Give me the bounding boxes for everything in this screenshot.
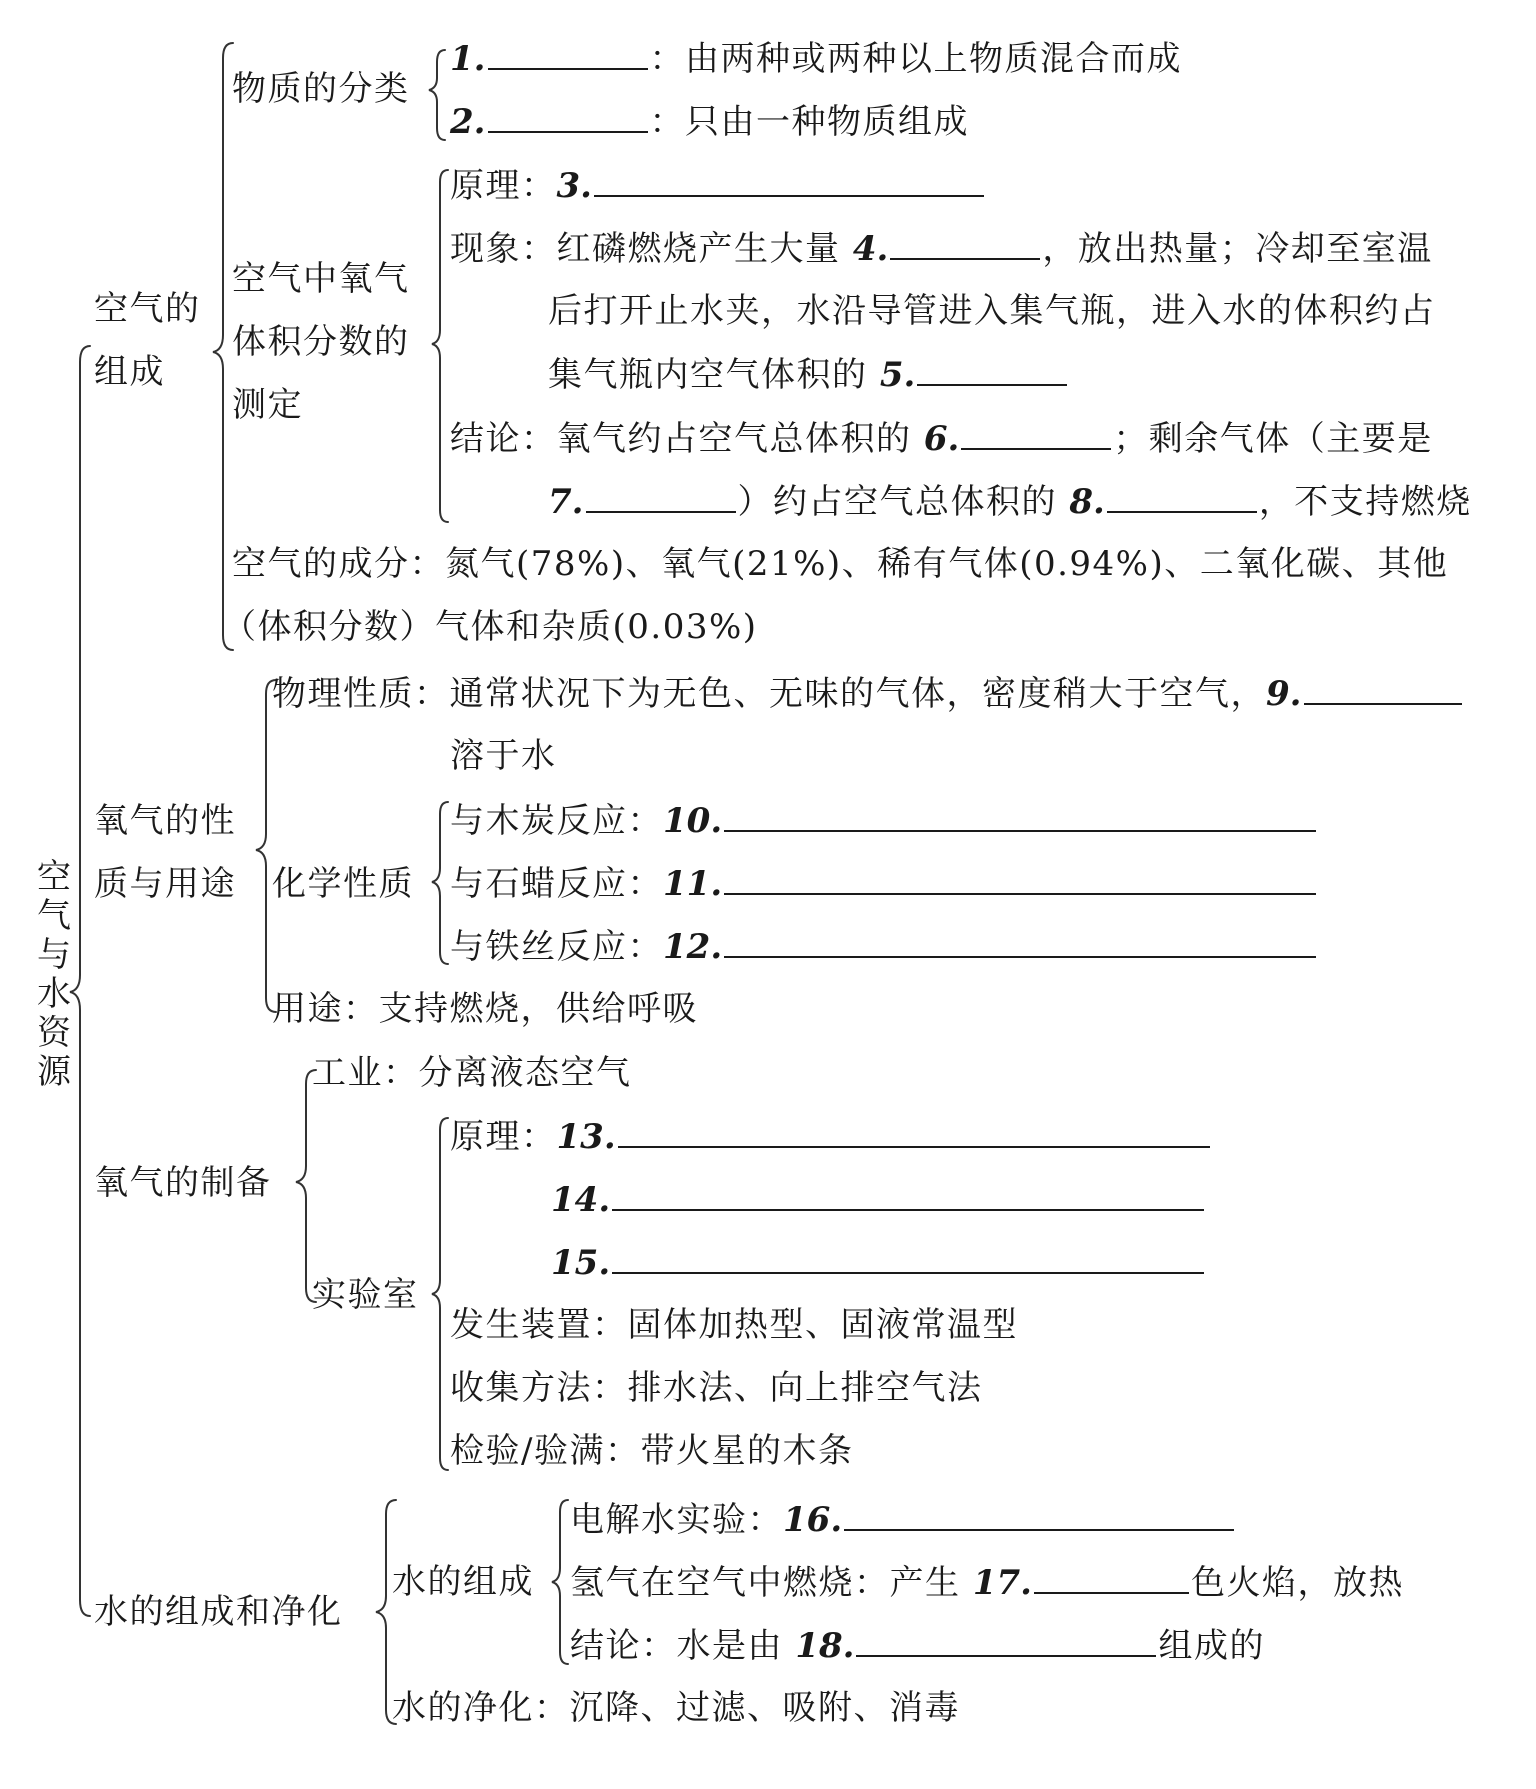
water-conclusion-line — [570, 1625, 1265, 1665]
conclusion-label: 结论： — [450, 419, 557, 459]
blank-number: 4. — [852, 229, 889, 269]
root-title: 空气与水资源 — [37, 857, 71, 1092]
answer-blank-7[interactable] — [586, 481, 736, 513]
chem-item-paraffin — [450, 863, 1318, 903]
answer-blank-10[interactable] — [724, 800, 1316, 832]
test-method: 检验/验满：带火星的木条 — [450, 1431, 854, 1471]
classify-item-1-text: ：由两种或两种以上物质混合而成 — [649, 39, 1182, 79]
hydrogen-text-b: 色火焰，放热 — [1190, 1563, 1404, 1603]
blank-number: 8. — [1069, 482, 1105, 522]
blank-number: 9. — [1266, 674, 1302, 714]
blank-number: 10. — [663, 801, 723, 841]
industry-method: 工业：分离液态空气 — [312, 1053, 632, 1093]
answer-blank-14[interactable] — [612, 1179, 1204, 1211]
phenomenon-text-c: 集气瓶内空气体积的 — [548, 355, 868, 395]
chemical-label: 化学性质 — [272, 864, 414, 904]
lab-principle-13 — [450, 1116, 1212, 1156]
answer-blank-16[interactable] — [844, 1499, 1234, 1531]
blank-number: 14. — [551, 1180, 611, 1220]
air-comp-title-l1: 空气的 — [94, 289, 201, 329]
blank-number: 15. — [551, 1243, 611, 1283]
hydrogen-line — [570, 1562, 1404, 1602]
lab-label: 实验室 — [312, 1275, 419, 1315]
conclusion-line-1 — [450, 418, 1433, 458]
measure-label-l2: 体积分数的 — [232, 322, 410, 362]
components-label-l1: 空气的成分： — [232, 544, 445, 584]
answer-blank-1[interactable] — [488, 38, 648, 70]
answer-blank-3[interactable] — [594, 165, 984, 197]
phenomenon-line-2: 后打开止水夹，水沿导管进入集气瓶，进入水的体积约占 — [548, 291, 1436, 331]
answer-blank-8[interactable] — [1107, 481, 1257, 513]
measure-label-l3: 测定 — [232, 385, 303, 425]
classify-brace — [429, 50, 445, 140]
answer-blank-15[interactable] — [612, 1242, 1204, 1274]
blank-number: 13. — [556, 1117, 616, 1157]
blank-number: 6. — [923, 419, 960, 459]
blank-number: 5. — [879, 355, 916, 395]
measure-label-l1: 空气中氧气 — [232, 259, 410, 299]
phenomenon-label: 现象： — [450, 229, 557, 269]
chem-item-iron-label: 与铁丝反应： — [450, 927, 663, 967]
conclusion-text-a: 氧气约占空气总体积的 — [556, 419, 912, 459]
answer-blank-2[interactable] — [488, 101, 648, 133]
answer-blank-5[interactable] — [917, 354, 1067, 386]
physical-text: 通常状况下为无色、无味的气体，密度稍大于空气， — [449, 674, 1266, 714]
classify-label: 物质的分类 — [232, 69, 410, 109]
oxygen-props-title-l2: 质与用途 — [94, 864, 236, 904]
answer-blank-12[interactable] — [724, 926, 1316, 958]
components-line-1 — [232, 544, 1448, 584]
answer-blank-6[interactable] — [961, 418, 1111, 450]
classify-item-1 — [450, 38, 1182, 78]
measure-brace — [432, 170, 448, 522]
lab-principle-label: 原理： — [450, 1117, 557, 1157]
water-conclusion-text-b: 组成的 — [1158, 1626, 1265, 1666]
conclusion-text-c: ）约占空气总体积的 — [737, 482, 1057, 522]
principle-line — [450, 165, 986, 205]
conclusion-line-2 — [548, 481, 1472, 521]
water-conclusion-text-a: 结论：水是由 — [570, 1626, 783, 1666]
blank-number: 18. — [795, 1626, 855, 1666]
oxygen-prep-title: 氧气的制备 — [94, 1163, 272, 1203]
components-label-l2: （体积分数） — [222, 607, 435, 647]
blank-number: 17. — [972, 1563, 1032, 1603]
answer-blank-9[interactable] — [1304, 673, 1462, 705]
water-purify: 水的净化：沉降、过滤、吸附、消毒 — [392, 1688, 960, 1728]
chem-item-charcoal-label: 与木炭反应： — [450, 801, 663, 841]
blank-number: 2. — [450, 102, 486, 142]
water-comp-label: 水的组成 — [392, 1562, 534, 1602]
classify-item-2 — [450, 101, 969, 141]
answer-blank-11[interactable] — [724, 863, 1316, 895]
electrolysis-label: 电解水实验： — [570, 1500, 783, 1540]
phenomenon-text-b: ，放出热量；冷却至室温 — [1042, 229, 1433, 269]
principle-label: 原理： — [450, 166, 557, 206]
answer-blank-4[interactable] — [890, 228, 1040, 260]
oxygen-props-brace — [256, 680, 276, 1012]
phenomenon-line-3 — [548, 354, 1069, 394]
blank-number: 11. — [663, 864, 723, 904]
blank-number: 1. — [450, 39, 486, 79]
answer-blank-18[interactable] — [856, 1625, 1156, 1657]
lab-principle-14 — [551, 1179, 1206, 1219]
blank-number: 12. — [663, 927, 723, 967]
components-line-2 — [222, 607, 758, 647]
physical-line-2: 溶于水 — [450, 736, 557, 776]
answer-blank-13[interactable] — [618, 1116, 1210, 1148]
classify-item-2-text: ：只由一种物质组成 — [649, 102, 969, 142]
physical-line-1 — [272, 673, 1464, 713]
conclusion-text-d: ，不支持燃烧 — [1258, 482, 1472, 522]
phenomenon-text-a: 红磷燃烧产生大量 — [556, 229, 841, 269]
collection-method: 收集方法：排水法、向上排空气法 — [450, 1368, 983, 1408]
oxygen-use: 用途：支持燃烧，供给呼吸 — [272, 989, 698, 1029]
oxygen-prep-brace — [296, 1070, 316, 1302]
chem-item-iron — [450, 926, 1318, 966]
air-comp-brace — [213, 43, 233, 650]
chem-item-charcoal — [450, 800, 1318, 840]
chem-item-paraffin-label: 与石蜡反应： — [450, 864, 663, 904]
water-comp-brace — [552, 1500, 568, 1664]
blank-number: 16. — [783, 1500, 843, 1540]
blank-number: 3. — [556, 166, 592, 206]
components-text-2: 气体和杂质(0.03%) — [435, 607, 758, 647]
blank-number: 7. — [548, 482, 584, 522]
oxygen-props-title-l1: 氧气的性 — [94, 801, 236, 841]
electrolysis-line — [570, 1499, 1236, 1539]
phenomenon-line-1 — [450, 228, 1433, 268]
water-title: 水的组成和净化 — [94, 1592, 343, 1632]
answer-blank-17[interactable] — [1034, 1562, 1189, 1594]
lab-brace — [432, 1118, 448, 1470]
physical-label: 物理性质： — [272, 674, 450, 714]
conclusion-text-b: ；剩余气体（主要是 — [1113, 419, 1433, 459]
chemical-brace — [432, 802, 448, 964]
air-comp-title-l2: 组成 — [94, 352, 165, 392]
components-text-1: 氮气(78%)、氧气(21%)、稀有气体(0.94%)、二氧化碳、其他 — [445, 544, 1449, 584]
apparatus: 发生装置：固体加热型、固液常温型 — [450, 1305, 1018, 1345]
hydrogen-text-a: 氢气在空气中燃烧：产生 — [570, 1563, 961, 1603]
lab-principle-15 — [551, 1242, 1206, 1282]
